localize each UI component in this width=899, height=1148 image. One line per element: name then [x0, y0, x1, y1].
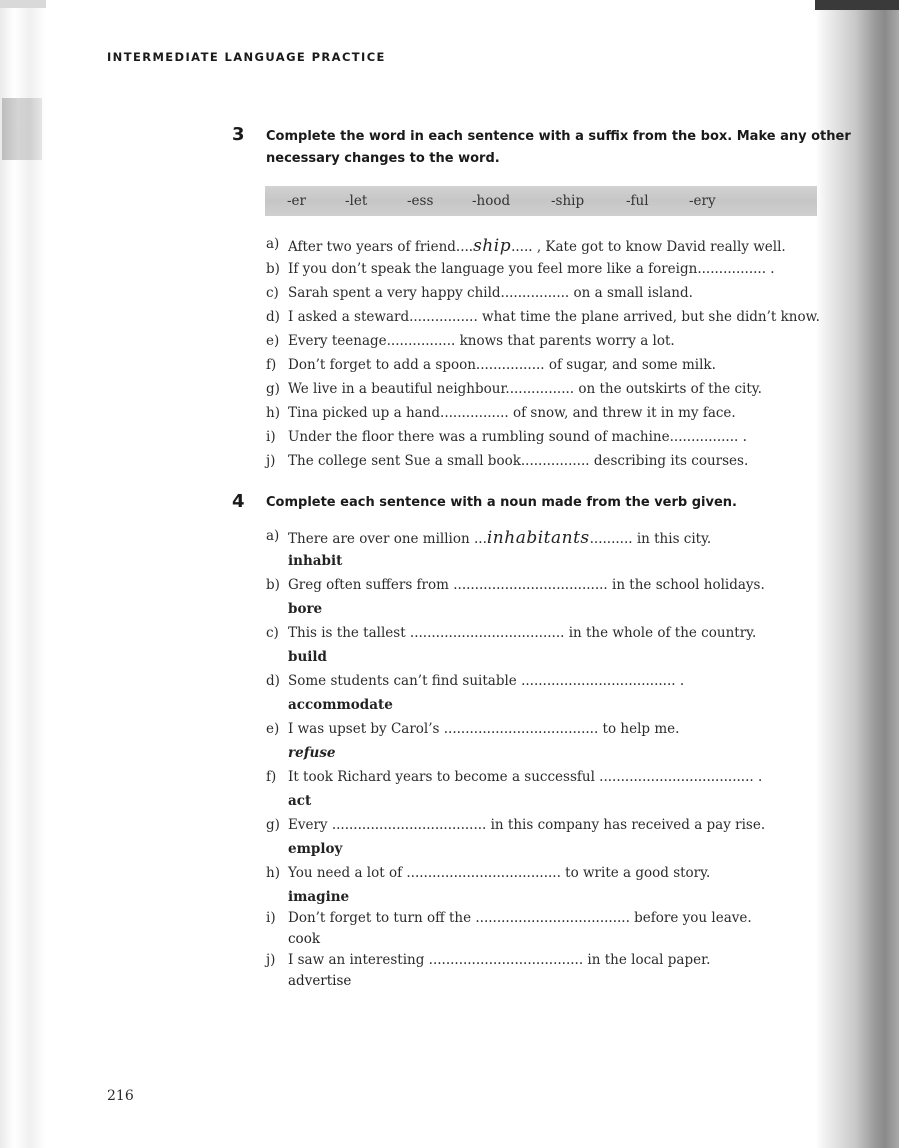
item-label: d)	[266, 309, 280, 325]
suffix-ship: -ship	[551, 193, 585, 209]
verb-prompt: act	[288, 793, 312, 809]
suffix-ery: -ery	[689, 193, 716, 209]
exercise-3-instruction-line1: Complete the word in each sentence with a suffix from the box. Make any other	[266, 129, 851, 144]
item-label: a)	[266, 236, 280, 252]
verb-prompt: build	[288, 649, 327, 665]
item-text: It took Richard years to become a successful .................................... .	[288, 769, 763, 785]
suffix-let: -let	[345, 193, 368, 209]
verb-prompt: accommodate	[288, 697, 393, 713]
suffix-box	[265, 186, 817, 216]
item-label: g)	[266, 381, 280, 397]
verb-prompt: inhabit	[288, 553, 343, 569]
gutter-shadow	[815, 0, 899, 1148]
item-text: Under the floor there was a rumbling sound of machine................ .	[288, 429, 747, 445]
item-text-after: .......... in this city.	[589, 531, 712, 547]
item-label: g)	[266, 817, 280, 833]
item-text-before: After two years of friend....	[288, 239, 474, 255]
verb-prompt: cook	[288, 931, 320, 947]
item-label: b)	[266, 261, 280, 277]
verb-prompt: employ	[288, 841, 343, 857]
item-label: i)	[266, 429, 276, 445]
suffix-er: -er	[287, 193, 307, 209]
item-label: e)	[266, 333, 280, 349]
item-label: e)	[266, 721, 280, 737]
left-page-edge	[0, 0, 46, 1148]
exercise-4-instruction: Complete each sentence with a noun made from the verb given.	[266, 495, 737, 510]
item-text: Every .................................... in this company has received a pay rise.	[288, 817, 766, 833]
item-text: Greg often suffers from .................................... in the school holidays.	[288, 577, 765, 593]
item-text: If you don’t speak the language you feel more like a foreign................ .	[288, 261, 775, 277]
item-label: c)	[266, 285, 279, 301]
item-label: d)	[266, 673, 280, 689]
suffix-ful: -ful	[626, 193, 649, 209]
exercise-3-instruction-line2: necessary changes to the word.	[266, 151, 500, 166]
page-number: 216	[107, 1088, 134, 1104]
running-head: INTERMEDIATE LANGUAGE PRACTICE	[107, 50, 386, 64]
item-label: i)	[266, 910, 276, 926]
item-label: j)	[266, 453, 276, 469]
item-text: Don’t forget to add a spoon................ of sugar, and some milk.	[288, 357, 716, 373]
item-text: I asked a steward................ what time the plane arrived, but she didn’t know.	[288, 309, 820, 325]
item-label: f)	[266, 357, 277, 373]
handwritten-answer: ship	[473, 236, 512, 256]
item-label: c)	[266, 625, 279, 641]
binding-shadow	[2, 98, 42, 160]
item-text: I saw an interesting .................................... in the local paper.	[288, 952, 711, 968]
item-text	[288, 236, 786, 256]
item-text: Every teenage................ knows that parents worry a lot.	[288, 333, 675, 349]
item-label: h)	[266, 405, 280, 421]
item-text: This is the tallest .................................... in the whole of the country.	[288, 625, 757, 641]
exercise-3-number: 3	[232, 124, 245, 145]
handwritten-answer: inhabitants	[486, 528, 590, 548]
item-text	[288, 528, 711, 548]
item-text-after: ..... , Kate got to know David really well.	[511, 239, 786, 255]
item-text: Sarah spent a very happy child................ on a small island.	[288, 285, 693, 301]
item-label: f)	[266, 769, 277, 785]
verb-prompt: imagine	[288, 889, 350, 905]
item-label: b)	[266, 577, 280, 593]
exercise-3-instruction	[266, 126, 851, 170]
verb-prompt: refuse	[288, 745, 336, 761]
left-page-edge-top	[0, 0, 46, 8]
item-text: I was upset by Carol’s .................................... to help me.	[288, 721, 680, 737]
item-label: a)	[266, 528, 280, 544]
item-text-before: There are over one million ...	[288, 531, 487, 547]
item-text: The college sent Sue a small book................ describing its courses.	[288, 453, 749, 469]
exercise-4-number: 4	[232, 491, 245, 512]
item-text: You need a lot of .................................... to write a good story.	[288, 865, 711, 881]
item-text: Some students can’t find suitable .................................... .	[288, 673, 685, 689]
item-text: Tina picked up a hand................ of snow, and threw it in my face.	[288, 405, 736, 421]
verb-prompt: advertise	[288, 973, 352, 989]
suffix-hood: -hood	[472, 193, 511, 209]
item-text: We live in a beautiful neighbour................ on the outskirts of the city.	[288, 381, 762, 397]
suffix-ess: -ess	[407, 193, 434, 209]
item-label: h)	[266, 865, 280, 881]
gutter-shadow-top	[815, 0, 899, 10]
item-text: Don’t forget to turn off the .................................... before you leave.	[288, 910, 752, 926]
item-label: j)	[266, 952, 276, 968]
verb-prompt: bore	[288, 601, 323, 617]
